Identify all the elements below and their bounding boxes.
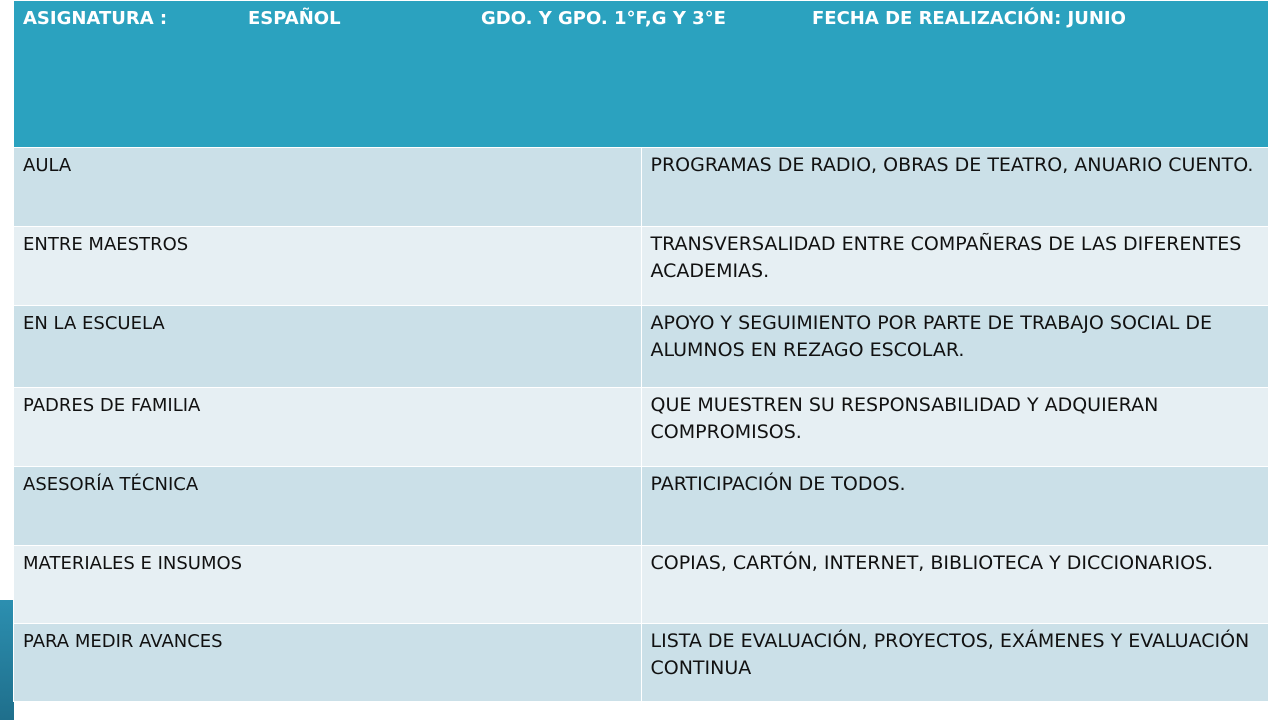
row-value: LISTA DE EVALUACIÓN, PROYECTOS, EXÁMENES Y EVALUACIÓN CONTINUA <box>641 624 1269 702</box>
row-value: APOYO Y SEGUIMIENTO POR PARTE DE TRABAJO SOCIAL DE ALUMNOS EN REZAGO ESCOLAR. <box>641 306 1269 388</box>
subject-value: ESPAÑOL <box>248 8 341 29</box>
table-row <box>14 227 1269 306</box>
plan-table <box>13 0 1269 702</box>
table-header-row <box>14 1 1269 148</box>
row-label: AULA <box>14 148 642 227</box>
row-value: COPIAS, CARTÓN, INTERNET, BIBLIOTECA Y DICCIONARIOS. <box>641 546 1269 624</box>
table-row <box>14 467 1269 546</box>
row-label: ENTRE MAESTROS <box>14 227 642 306</box>
row-value: QUE MUESTREN SU RESPONSABILIDAD Y ADQUIERAN COMPROMISOS. <box>641 388 1269 467</box>
table-row <box>14 148 1269 227</box>
table-row <box>14 306 1269 388</box>
row-label: EN LA ESCUELA <box>14 306 642 388</box>
row-label: PARA MEDIR AVANCES <box>14 624 642 702</box>
row-label: ASESORÍA TÉCNICA <box>14 467 642 546</box>
grade-group: GDO. Y GPO. 1°F,G Y 3°E <box>481 8 726 29</box>
table-row <box>14 624 1269 702</box>
row-value: TRANSVERSALIDAD ENTRE COMPAÑERAS DE LAS DIFERENTES ACADEMIAS. <box>641 227 1269 306</box>
row-value: PROGRAMAS DE RADIO, OBRAS DE TEATRO, ANUARIO CUENTO. <box>641 148 1269 227</box>
subject-label: ASIGNATURA : <box>23 8 168 29</box>
row-value: PARTICIPACIÓN DE TODOS. <box>641 467 1269 546</box>
table-row <box>14 388 1269 467</box>
plan-table-container <box>13 0 1269 720</box>
table-row <box>14 546 1269 624</box>
slide-accent-bar <box>0 600 14 720</box>
table-header-cell <box>14 1 1269 148</box>
row-label: PADRES DE FAMILIA <box>14 388 642 467</box>
row-label: MATERIALES E INSUMOS <box>14 546 642 624</box>
date-label: FECHA DE REALIZACIÓN: JUNIO <box>812 8 1126 29</box>
